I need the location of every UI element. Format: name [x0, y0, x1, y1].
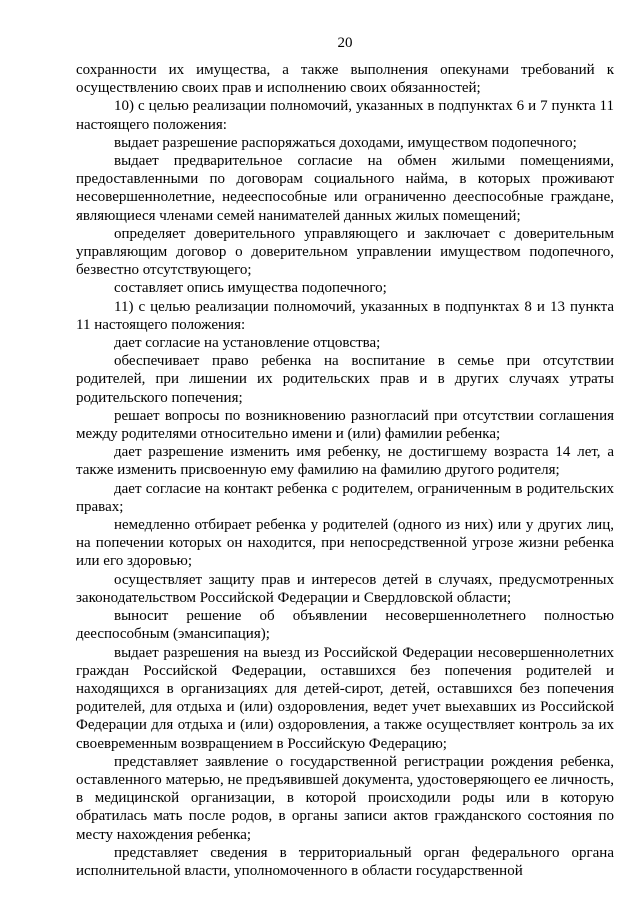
paragraph: выдает разрешения на выезд из Российской Федерации несовершеннолетних граждан Российской Федерации, оставшихся без попечения родителей и находящихся в организациях для детей-сирот, детей, оставшихся без попечения родителей, для отдыха и (или) оздоровления, ведет учет выехавших из Российской Федерации для отдыха и (или) оздоровления, а также осуществляет контроль за их своевременным возвращением в Российскую Федерацию;	[76, 644, 614, 752]
paragraph: обеспечивает право ребенка на воспитание в семье при отсутствии родителей, при лишении их родительских прав и в других случаях утраты родительского попечения;	[76, 353, 614, 406]
paragraph: дает согласие на контакт ребенка с родителем, ограниченным в родительских правах;	[76, 480, 614, 515]
paragraph: выдает разрешение распоряжаться доходами, имуществом подопечного;	[114, 134, 577, 151]
document-body	[76, 61, 614, 880]
page-number: 20	[337, 35, 353, 51]
paragraph: немедленно отбирает ребенка у родителей (одного из них) или у других лиц, на попечении которых он находится, при непосредственной угрозе жизни ребенка или его здоровью;	[76, 517, 614, 570]
paragraph: представляет заявление о государственной регистрации рождения ребенка, оставленного матерью, не предъявившей документа, удостоверяющего ее личность, в медицинской организации, в которой происходили роды или в которую обратилась мать после родов, в органы записи актов гражданского состояния по месту нахождения ребенка;	[76, 753, 614, 843]
paragraph: дает разрешение изменить имя ребенку, не достигшему возраста 14 лет, а также изменить присвоенную ему фамилию на фамилию другого родителя;	[76, 444, 614, 479]
paragraph: определяет доверительного управляющего и заключает с доверительным управляющим договор о доверительном управлении имуществом подопечного, безвестно отсутствующего;	[76, 225, 614, 279]
paragraph: 11) с целью реализации полномочий, указанных в подпунктах 8 и 13 пункта 11 настоящего положения:	[76, 298, 614, 333]
paragraph: решает вопросы по возникновению разногласий при отсутствии соглашения между родителями относительно имени и (или) фамилии ребенка;	[76, 407, 614, 443]
paragraph: выносит решение об объявлении несовершеннолетнего полностью дееспособным (эмансипация);	[76, 608, 614, 643]
document-page	[76, 34, 614, 880]
paragraph: составляет опись имущества подопечного;	[114, 280, 387, 297]
paragraph: представляет сведения в территориальный орган федерального органа исполнительной власти, уполномоченного в области государственной	[76, 844, 614, 879]
paragraph: выдает предварительное согласие на обмен жилыми помещениями, предоставленными по договорам социального найма, в которых проживают несовершеннолетние, недееспособные или ограниченно дееспособные граждане, являющиеся членами семей нанимателей данных жилых помещений;	[76, 153, 614, 224]
paragraph: осуществляет защиту прав и интересов детей в случаях, предусмотренных законодательством Российской Федерации и Свердловской области;	[76, 571, 614, 606]
paragraph: сохранности их имущества, а также выполнения опекунами требований к осуществлению своих прав и исполнению своих обязанностей;	[76, 62, 614, 97]
paragraph: 10) с целью реализации полномочий, указанных в подпунктах 6 и 7 пункта 11 настоящего положения:	[76, 98, 614, 133]
paragraph: дает согласие на установление отцовства;	[114, 335, 381, 352]
